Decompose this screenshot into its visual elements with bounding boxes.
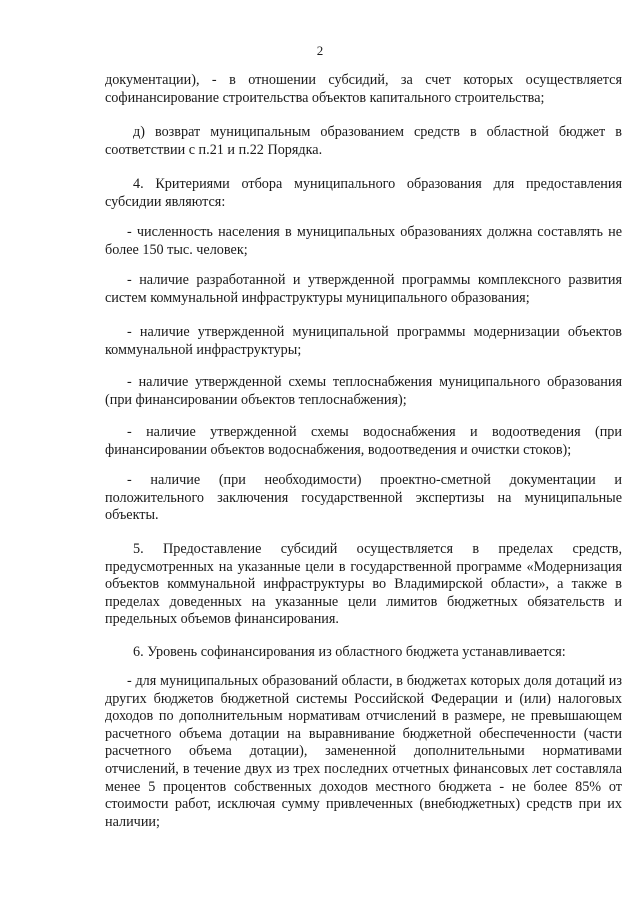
paragraph-item-d: д) возврат муниципальным образованием средств в областной бюджет в соответствии с п.21 и п.22 Порядка.: [105, 124, 622, 158]
list-item-development-program: - наличие разработанной и утвержденной программы комплексного развития систем коммунальной инфраструктуры муниципального образования;: [105, 272, 622, 306]
paragraph-section-6: 6. Уровень софинансирования из областного бюджета устанавливается:: [133, 644, 566, 660]
list-item-heat-supply: - наличие утвержденной схемы теплоснабжения муниципального образования (при финансировании объектов теплоснабжения);: [105, 374, 622, 408]
paragraph-continuation: документации), - в отношении субсидий, за счет которых осуществляется софинансирование строительства объектов капитального строительства;: [105, 72, 622, 106]
list-item-water-supply: - наличие утвержденной схемы водоснабжения и водоотведения (при финансировании объектов водоснабжения, водоотведения и очистки стоков);: [105, 424, 622, 458]
paragraph-section-5: 5. Предоставление субсидий осуществляется в пределах средств, предусмотренных на указанные цели в государственной программе «Модернизация объектов коммунальной инфраструктуры во Владимирской области», а также в пределах доведенных на указанные цели лимитов бюджетных обязательств и предельных объемов финансирования.: [105, 541, 622, 628]
list-item-cofinancing-level: - для муниципальных образований области, в бюджетах которых доля дотаций из других бюджетов бюджетной системы Российской Федерации и (или) налоговых доходов по дополнительным нормативам отчислений в размере, не превышающем расчетного объема дотации на выравнивание бюджетной обеспеченности (части расчетного объема дотации), замененной дополнительными нормативами отчислений, в течение двух из трех последних отчетных финансовых лет составляла менее 5 процентов собственных доходов местного бюджета - не более 85% от стоимости работ, исключая сумму привлеченных (внебюджетных) средств при их наличии;: [105, 673, 622, 830]
page-number: 2: [316, 43, 324, 58]
list-item-design-documentation: - наличие (при необходимости) проектно-сметной документации и положительного заключения государственной экспертизы на муниципальные объекты.: [105, 472, 622, 524]
paragraph-section-4: 4. Критериями отбора муниципального образования для предоставления субсидии являются:: [105, 176, 622, 210]
list-item-modernization-program: - наличие утвержденной муниципальной программы модернизации объектов коммунальной инфраструктуры;: [105, 324, 622, 358]
list-item-population: - численность населения в муниципальных образованиях должна составлять не более 150 тыс. человек;: [105, 224, 622, 258]
